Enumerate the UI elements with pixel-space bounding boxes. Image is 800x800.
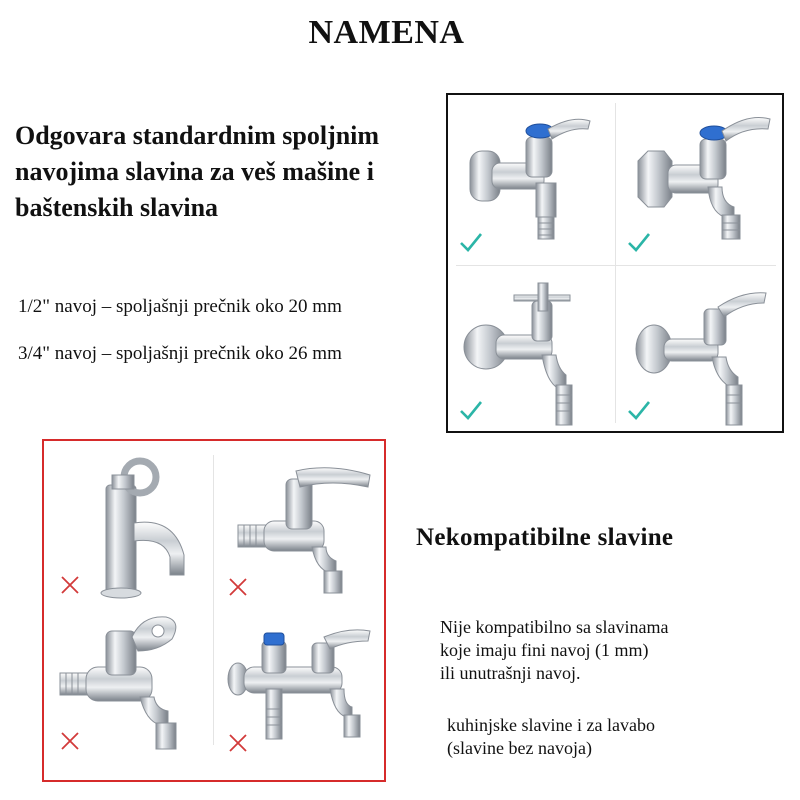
incompatible-heading: Nekompatibilne slavine <box>416 524 674 551</box>
faucet-cell <box>220 457 380 607</box>
faucet-cell <box>620 99 780 259</box>
check-icon <box>626 229 652 255</box>
faucet-cell <box>220 617 380 773</box>
check-icon <box>626 397 652 423</box>
faucet-cell <box>50 451 206 611</box>
note-line: koje imaju fini navoj (1 mm) <box>440 640 649 660</box>
incompatible-examples <box>447 714 655 760</box>
faucet-cell <box>620 269 780 429</box>
compatible-heading: Odgovara standardnim spoljnim navojima slavina za veš mašine i baštenskih slavina <box>15 121 380 222</box>
compatible-faucets-panel <box>446 93 784 433</box>
check-icon <box>458 397 484 423</box>
examples-line: kuhinjske slavine i za lavabo <box>447 715 655 735</box>
note-line: Nije kompatibilno sa slavinama <box>440 617 669 637</box>
examples-line: (slavine bez navoja) <box>447 738 592 758</box>
incompatible-faucets-panel <box>42 439 386 782</box>
page-title: NAMENA <box>308 14 465 51</box>
cross-icon <box>58 573 82 597</box>
note-line: ili unutrašnji navoj. <box>440 663 581 683</box>
cross-icon <box>58 729 82 753</box>
faucet-cell <box>452 99 612 259</box>
check-icon <box>458 229 484 255</box>
faucet-cell <box>452 269 612 429</box>
cross-icon <box>226 731 250 755</box>
spec-half-inch: 1/2" navoj – spoljašnji prečnik oko 20 mm <box>18 296 342 317</box>
faucet-cell <box>50 611 206 773</box>
spec-three-quarter-inch: 3/4" navoj – spoljašnji prečnik oko 26 mm <box>18 343 342 364</box>
cross-icon <box>226 575 250 599</box>
incompatible-note <box>440 616 668 685</box>
